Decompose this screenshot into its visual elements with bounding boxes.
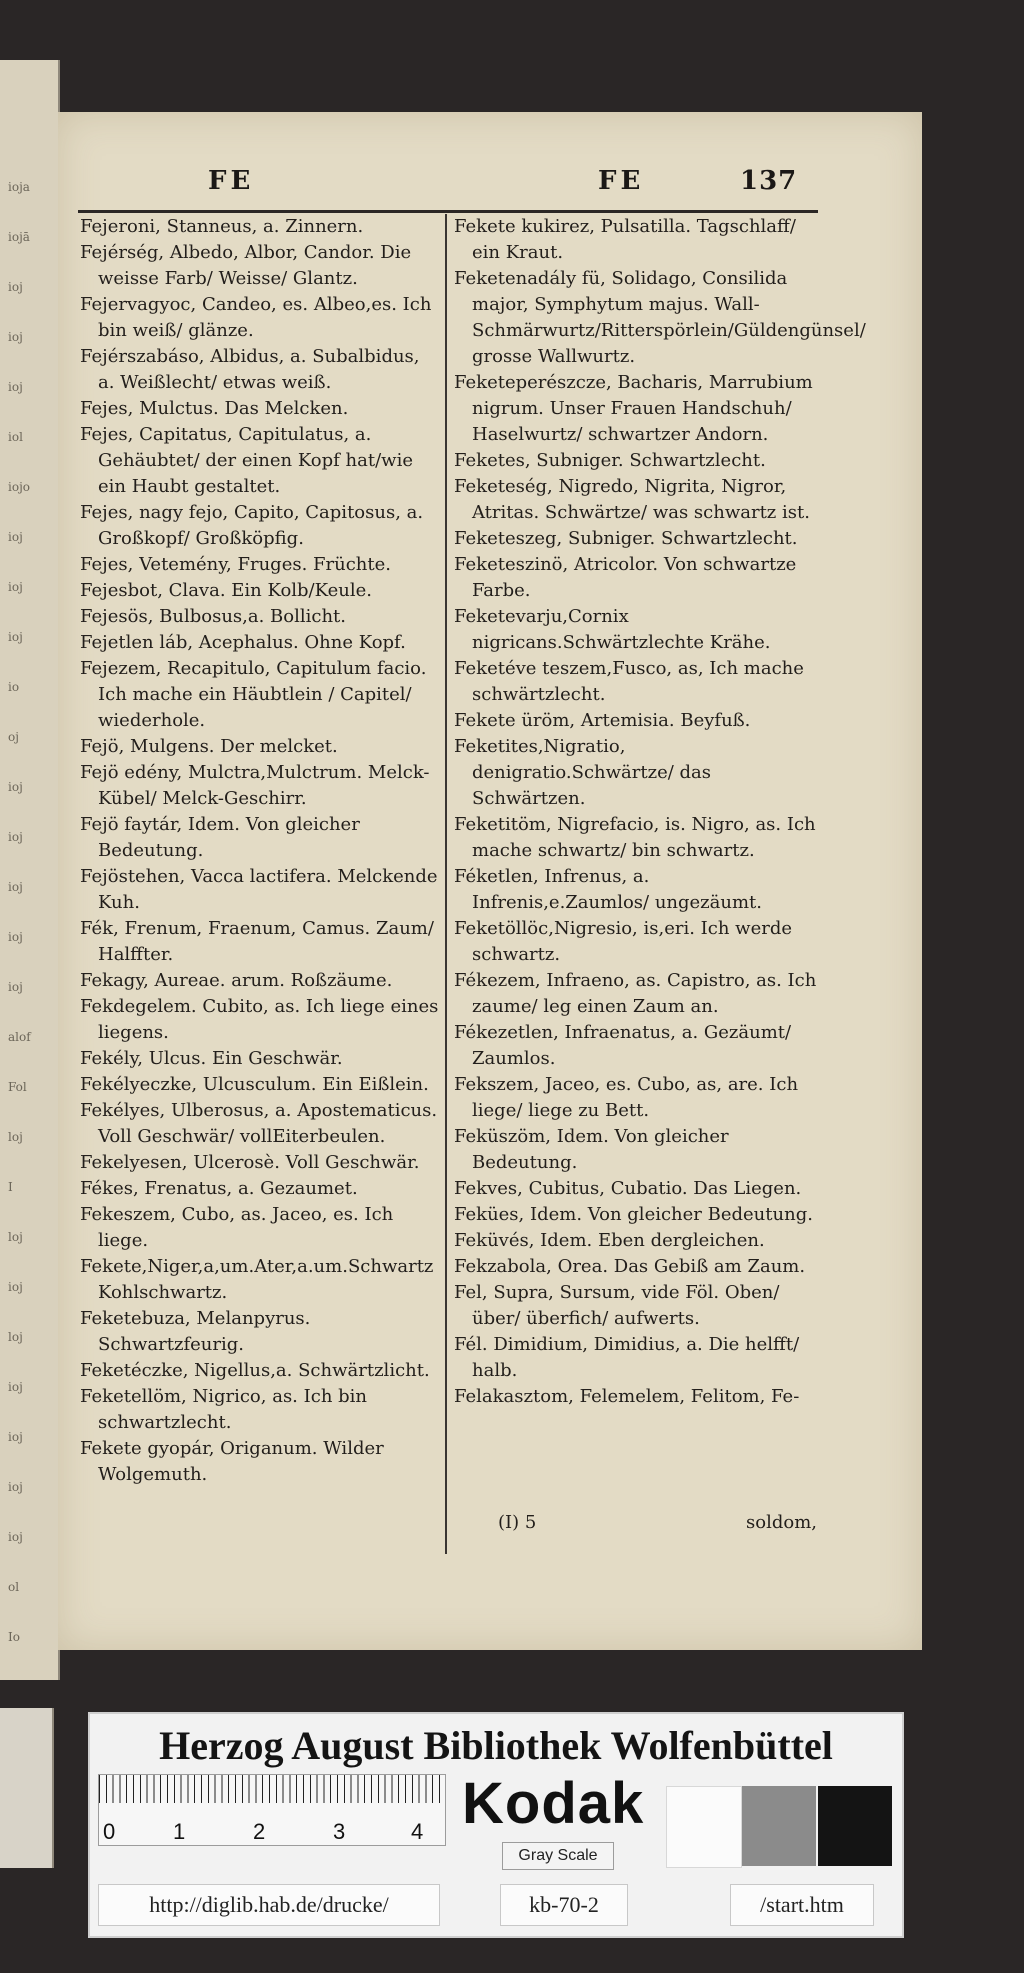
previous-page-fragment: ioj <box>8 330 23 344</box>
dictionary-entry: Fekeszem, Cubo, as. Jaceo, es. Ich liege. <box>80 1204 394 1251</box>
previous-page-fragment: loj <box>8 1230 23 1244</box>
previous-page-fragment: io <box>8 680 20 694</box>
ruler-tick: 0 <box>103 1819 116 1844</box>
previous-page-fragment: ioj <box>8 580 23 594</box>
dictionary-entry: Fekelyesen, Ulcerosè. Voll Geschwär. <box>80 1152 420 1173</box>
dictionary-entry: Fejesös, Bulbosus,a. Bollicht. <box>80 606 347 627</box>
previous-page-fragment: ioj <box>8 1430 23 1444</box>
dictionary-entry: Fejes, Vetemény, Fruges. Früchte. <box>80 554 392 575</box>
dictionary-entry: Fejérség, Albedo, Albor, Candor. Die weisse Farb/ Weisse/ Glantz. <box>80 242 412 289</box>
library-color-card <box>88 1712 904 1938</box>
previous-page-fragment: ioj <box>8 280 23 294</box>
previous-page-fragment: ioj <box>8 880 23 894</box>
previous-page-fragment: ioj <box>8 1530 23 1544</box>
dictionary-entry: Fejezem, Recapitulo, Capitulum facio. Ich mache ein Häubtlein / Capitel/ wiederhole. <box>80 658 427 731</box>
ruler-tick: 2 <box>253 1819 266 1844</box>
dictionary-entry: Fejö edény, Mulctra,Mulctrum. Melck-Kübel/ Melck-Geschirr. <box>80 762 430 809</box>
running-head-right: FE <box>598 166 645 196</box>
dictionary-entry: Feketeperészcze, Bacharis, Marrubium nigrum. Unser Frauen Handschuh/ Haselwurtz/ schwartzer Andorn. <box>454 372 813 445</box>
dictionary-entry: Fekete,Niger,a,um.Ater,a.um.Schwartz Kohlschwartz. <box>80 1256 434 1303</box>
previous-page-fragment: ioj <box>8 980 23 994</box>
dictionary-entry: Fekdegelem. Cubito, as. Ich liege eines liegens. <box>80 996 439 1043</box>
previous-page-edge <box>0 60 60 1680</box>
dictionary-entry: Fekete kukirez, Pulsatilla. Tagschlaff/ ein Kraut. <box>454 216 796 263</box>
dictionary-entry: Fejervagyoc, Candeo, es. Albeo,es. Ich bin weiß/ glänze. <box>80 294 432 341</box>
dictionary-entry: Fejes, Mulctus. Das Melcken. <box>80 398 349 419</box>
previous-page-fragment: ioj <box>8 1280 23 1294</box>
previous-page-fragment: ioj <box>8 630 23 644</box>
dictionary-entry: Fék, Frenum, Fraenum, Camus. Zaum/ Halffter. <box>80 918 434 965</box>
previous-page-fragment: oj <box>8 730 19 744</box>
dictionary-entry: Fekélyes, Ulberosus, a. Apostematicus. Voll Geschwär/ vollEiterbeulen. <box>80 1100 438 1147</box>
dictionary-entry: Feketöllöc,Nigresio, is,eri. Ich werde schwartz. <box>454 918 793 965</box>
dictionary-entry: Feketes, Subniger. Schwartzlecht. <box>454 450 766 471</box>
dictionary-entry: Fejöstehen, Vacca lactifera. Melckende Kuh. <box>80 866 438 913</box>
dictionary-entry: Fekszem, Jaceo, es. Cubo, as, are. Ich liege/ liege zu Bett. <box>454 1074 799 1121</box>
dictionary-entry: Fejes, nagy fejo, Capito, Capitosus, a. Großkopf/ Großköpfig. <box>80 502 424 549</box>
running-head-left: FE <box>208 166 255 196</box>
previous-page-fragment: ioj <box>8 530 23 544</box>
dictionary-entry: Feküszöm, Idem. Von gleicher Bedeutung. <box>454 1126 729 1173</box>
dictionary-entry: Feketellöm, Nigrico, as. Ich bin schwartzlecht. <box>80 1386 368 1433</box>
previous-page-fragment: ioj <box>8 780 23 794</box>
dictionary-entry: Fékezetlen, Infraenatus, a. Gezäumt/ Zaumlos. <box>454 1022 792 1069</box>
previous-page-fragment: ioj <box>8 930 23 944</box>
library-title: Herzog August Bibliothek Wolfenbüttel <box>159 1723 833 1768</box>
dictionary-entry: Fél. Dimidium, Dimidius, a. Die helfft/ halb. <box>454 1334 800 1381</box>
dictionary-entry: Fekzabola, Orea. Das Gebiß am Zaum. <box>454 1256 806 1277</box>
ruler-tick: 1 <box>173 1819 186 1844</box>
column-divider <box>445 214 447 1554</box>
previous-page-fragment: I <box>8 1180 13 1194</box>
left-column <box>80 214 440 1488</box>
dictionary-entry: Feketites,Nigratio, denigratio.Schwärtze/ das Schwärtzen. <box>454 736 712 809</box>
gray-swatch <box>742 1786 816 1866</box>
dictionary-entry: Fekagy, Aureae. arum. Roßzäume. <box>80 970 393 991</box>
previous-page-fragment: iol <box>8 430 23 444</box>
previous-page-fragment: ioj <box>8 380 23 394</box>
dictionary-entry: Fel, Supra, Sursum, vide Föl. Oben/ über/ überfich/ aufwerts. <box>454 1282 780 1329</box>
previous-page-fragment: loj <box>8 1130 23 1144</box>
dictionary-entry: Feketeszinö, Atricolor. Von schwartze Farbe. <box>454 554 797 601</box>
url-field[interactable]: http://diglib.hab.de/drucke/ <box>98 1884 440 1926</box>
black-swatch <box>818 1786 892 1866</box>
dictionary-entry: Fékezem, Infraeno, as. Capistro, as. Ich zaume/ leg einen Zaum an. <box>454 970 817 1017</box>
dictionary-entry: Fekély, Ulcus. Ein Geschwär. <box>80 1048 343 1069</box>
previous-page-fragment: ioj <box>8 1380 23 1394</box>
scale-ruler <box>98 1774 446 1846</box>
dictionary-entry: Feketitöm, Nigrefacio, is. Nigro, as. Ich mache schwartz/ bin schwartz. <box>454 814 816 861</box>
ruler-tick: 3 <box>333 1819 346 1844</box>
previous-page-fragment: iojā <box>8 230 30 244</box>
previous-page-fragment: ioj <box>8 1480 23 1494</box>
dictionary-entry: Fejö, Mulgens. Der melcket. <box>80 736 338 757</box>
start-link-field[interactable]: /start.htm <box>730 1884 874 1926</box>
dictionary-entry: Feketéczke, Nigellus,a. Schwärtzlicht. <box>80 1360 430 1381</box>
dictionary-entry: Fekües, Idem. Von gleicher Bedeutung. <box>454 1204 813 1225</box>
dictionary-entry: Fekves, Cubitus, Cubatio. Das Liegen. <box>454 1178 802 1199</box>
dictionary-entry: Fékes, Frenatus, a. Gezaumet. <box>80 1178 358 1199</box>
right-column <box>454 214 866 1410</box>
dictionary-entry: Fejesbot, Clava. Ein Kolb/Keule. <box>80 580 372 601</box>
previous-page-fragment: ol <box>8 1580 20 1594</box>
catchword: soldom, <box>746 1512 817 1533</box>
book-page <box>58 112 922 1650</box>
previous-page-fragment: Fol <box>8 1080 27 1094</box>
kodak-logo: Kodak <box>462 1771 645 1836</box>
previous-page-fragment: ioja <box>8 180 30 194</box>
previous-page-fragment: loj <box>8 1330 23 1344</box>
dictionary-entry: Fekete üröm, Artemisia. Beyfuß. <box>454 710 751 731</box>
dictionary-entry: Fejeroni, Stanneus, a. Zinnern. <box>80 216 364 237</box>
dictionary-entry: Feketeszeg, Subniger. Schwartzlecht. <box>454 528 798 549</box>
dictionary-entry: Feketéve teszem,Fusco, as, Ich mache schwärtzlecht. <box>454 658 804 705</box>
previous-page-fragment: iojo <box>8 480 31 494</box>
dictionary-entry: Fekélyeczke, Ulcusculum. Ein Eißlein. <box>80 1074 429 1095</box>
previous-page-fragment: ioj <box>8 830 23 844</box>
dictionary-entry: Feketevarju,Cornix nigricans.Schwärtzlechte Krähe. <box>454 606 771 653</box>
dictionary-entry: Fekete gyopár, Origanum. Wilder Wolgemuth. <box>80 1438 384 1485</box>
dictionary-entry: Fejö faytár, Idem. Von gleicher Bedeutung. <box>80 814 360 861</box>
dictionary-entry: Feküvés, Idem. Eben dergleichen. <box>454 1230 765 1251</box>
previous-page-fragment: Io <box>8 1630 20 1644</box>
dictionary-entry: Fejes, Capitatus, Capitulatus, a. Gehäubtet/ der einen Kopf hat/wie ein Haubt gestaltet. <box>80 424 413 497</box>
page-number: 137 <box>740 166 798 196</box>
white-swatch <box>666 1786 742 1868</box>
previous-page-edge-bottom <box>0 1708 54 1868</box>
ruler-tick: 4 <box>411 1819 424 1844</box>
dictionary-entry: Fejérszabáso, Albidus, a. Subalbidus, a. Weißlecht/ etwas weiß. <box>80 346 420 393</box>
dictionary-entry: Féketlen, Infrenus, a. Infrenis,e.Zaumlos/ ungezäumt. <box>454 866 763 913</box>
dictionary-entry: Fejetlen láb, Acephalus. Ohne Kopf. <box>80 632 406 653</box>
shelfmark-field: kb-70-2 <box>500 1884 628 1926</box>
signature-mark: (I) 5 <box>498 1512 537 1533</box>
dictionary-entry: Feketeség, Nigredo, Nigrita, Nigror, Atritas. Schwärtze/ was schwartz ist. <box>454 476 810 523</box>
gray-scale-label: Gray Scale <box>502 1842 614 1870</box>
previous-page-fragment: alof <box>8 1030 31 1044</box>
dictionary-entry: Feketebuza, Melanpyrus. Schwartzfeurig. <box>80 1308 311 1355</box>
header-rule <box>78 210 818 213</box>
dictionary-entry: Felakasztom, Felemelem, Felitom, Fe- <box>454 1386 800 1407</box>
dictionary-entry: Feketenadály fü, Solidago, Consilida major, Symphytum majus. Wall-Schmärwurtz/Ritterspörlein/Güldengünsel/ grosse Wallwurtz. <box>454 268 866 367</box>
